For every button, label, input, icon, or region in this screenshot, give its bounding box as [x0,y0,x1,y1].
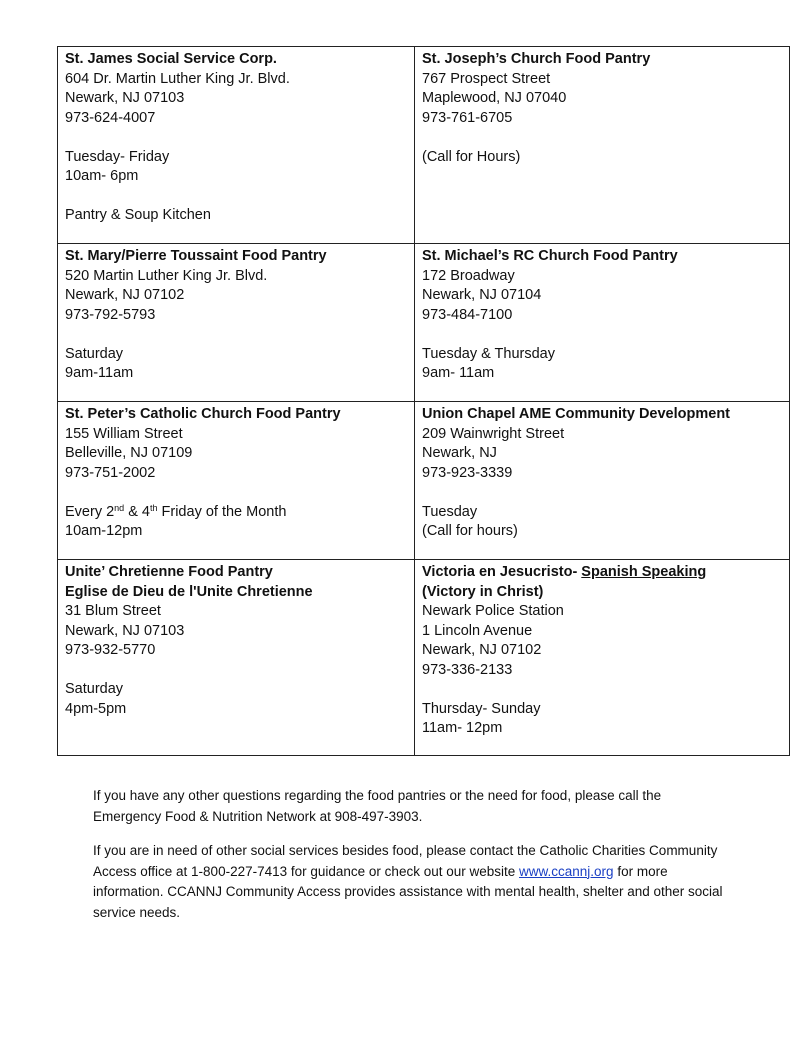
pantry-hours: 10am-12pm [65,523,143,539]
pantry-days: Saturday [65,681,124,697]
pantry-name: St. Peter’s Catholic Church Food Pantry [65,406,341,422]
table-row [58,402,790,560]
pantry-phone: 973-751-2002 [65,464,156,481]
pantry-phone: 973-761-6705 [422,109,513,126]
pantry-name: Victoria en Jesucristo- Spanish Speaking [422,564,707,580]
pantry-address: 31 Blum Street [65,603,161,619]
pantry-days: Tuesday [422,503,478,520]
pantry-cell [58,560,415,756]
pantry-days: Every 2nd & 4th Friday of the Month [65,502,287,520]
pantry-city: Maplewood, NJ 07040 [422,90,567,106]
pantry-name-secondary: (Victory in Christ) [422,583,544,600]
pantry-name: St. James Social Service Corp. [65,51,277,67]
pantry-hours: (Call for Hours) [422,148,521,165]
pantry-address: 520 Martin Luther King Jr. Blvd. [65,267,268,284]
pantry-days: Saturday [65,345,124,362]
pantry-phone: 973-932-5770 [65,642,156,658]
pantry-days: Thursday- Sunday [422,700,541,717]
pantry-table [57,46,790,756]
pantry-days: Tuesday- Friday [65,148,170,165]
pantry-hours: 4pm-5pm [65,700,127,717]
pantry-cell [415,560,790,756]
pantry-hours: 9am-11am [65,365,134,381]
pantry-note: Pantry & Soup Kitchen [65,207,211,223]
pantry-name: St. Michael’s RC Church Food Pantry [422,248,678,264]
pantry-address: 1 Lincoln Avenue [422,622,533,639]
pantry-city: Newark, NJ 07102 [422,642,542,658]
pantry-address: 767 Prospect Street [422,70,551,87]
pantry-name: St. Joseph’s Church Food Pantry [422,51,651,67]
pantry-hours: 10am- 6pm [65,168,139,184]
pantry-city: Newark, NJ 07103 [65,622,185,639]
table-row [58,244,790,402]
pantry-city: Newark, NJ 07103 [65,90,185,106]
footer-paragraph-questions: If you have any other questions regarding the food pantries or the need for food, please call the Emergency Food & Nutrition Network at 908-497-3903. [93,788,662,824]
pantry-name: Unite’ Chretienne Food Pantry [65,564,273,580]
pantry-cell [58,402,415,560]
pantry-location: Newark Police Station [422,603,564,619]
pantry-cell [58,47,415,244]
pantry-city: Newark, NJ 07102 [65,287,185,303]
pantry-phone: 973-923-3339 [422,464,513,481]
pantry-phone: 973-336-2133 [422,661,513,678]
pantry-hours: (Call for hours) [422,523,518,539]
pantry-city: Newark, NJ [422,445,497,461]
pantry-city: Newark, NJ 07104 [422,287,542,303]
pantry-name: Union Chapel AME Community Development [422,406,731,422]
pantry-name: St. Mary/Pierre Toussaint Food Pantry [65,248,327,264]
pantry-phone: 973-792-5793 [65,306,156,323]
website-link[interactable]: www.ccannj.org [519,863,614,879]
pantry-phone: 973-624-4007 [65,109,156,126]
pantry-cell [415,47,790,244]
pantry-cell [415,402,790,560]
footer-notes [93,786,733,937]
pantry-days: Tuesday & Thursday [422,345,555,362]
table-row [58,560,790,756]
pantry-city: Belleville, NJ 07109 [65,445,193,461]
pantry-address: 172 Broadway [422,267,515,284]
footer-paragraph-services: If you are in need of other social services besides food, please contact the Catholic Charities Community Access office at 1-800-227-7413 for guidance or check out our website www.ccannj.org for more information. CCANNJ Community Access provides assistance with mental health, shelter and other social service needs. [93,843,723,920]
pantry-cell [58,244,415,402]
pantry-cell [415,244,790,402]
spanish-speaking-label: Spanish Speaking [581,564,707,580]
table-row [58,47,790,244]
pantry-hours: 9am- 11am [422,365,495,381]
pantry-name-secondary: Eglise de Dieu de l'Unite Chretienne [65,583,313,600]
pantry-phone: 973-484-7100 [422,306,513,323]
pantry-address: 209 Wainwright Street [422,425,565,442]
pantry-address: 604 Dr. Martin Luther King Jr. Blvd. [65,70,290,87]
pantry-address: 155 William Street [65,425,183,442]
pantry-hours: 11am- 12pm [422,720,503,736]
